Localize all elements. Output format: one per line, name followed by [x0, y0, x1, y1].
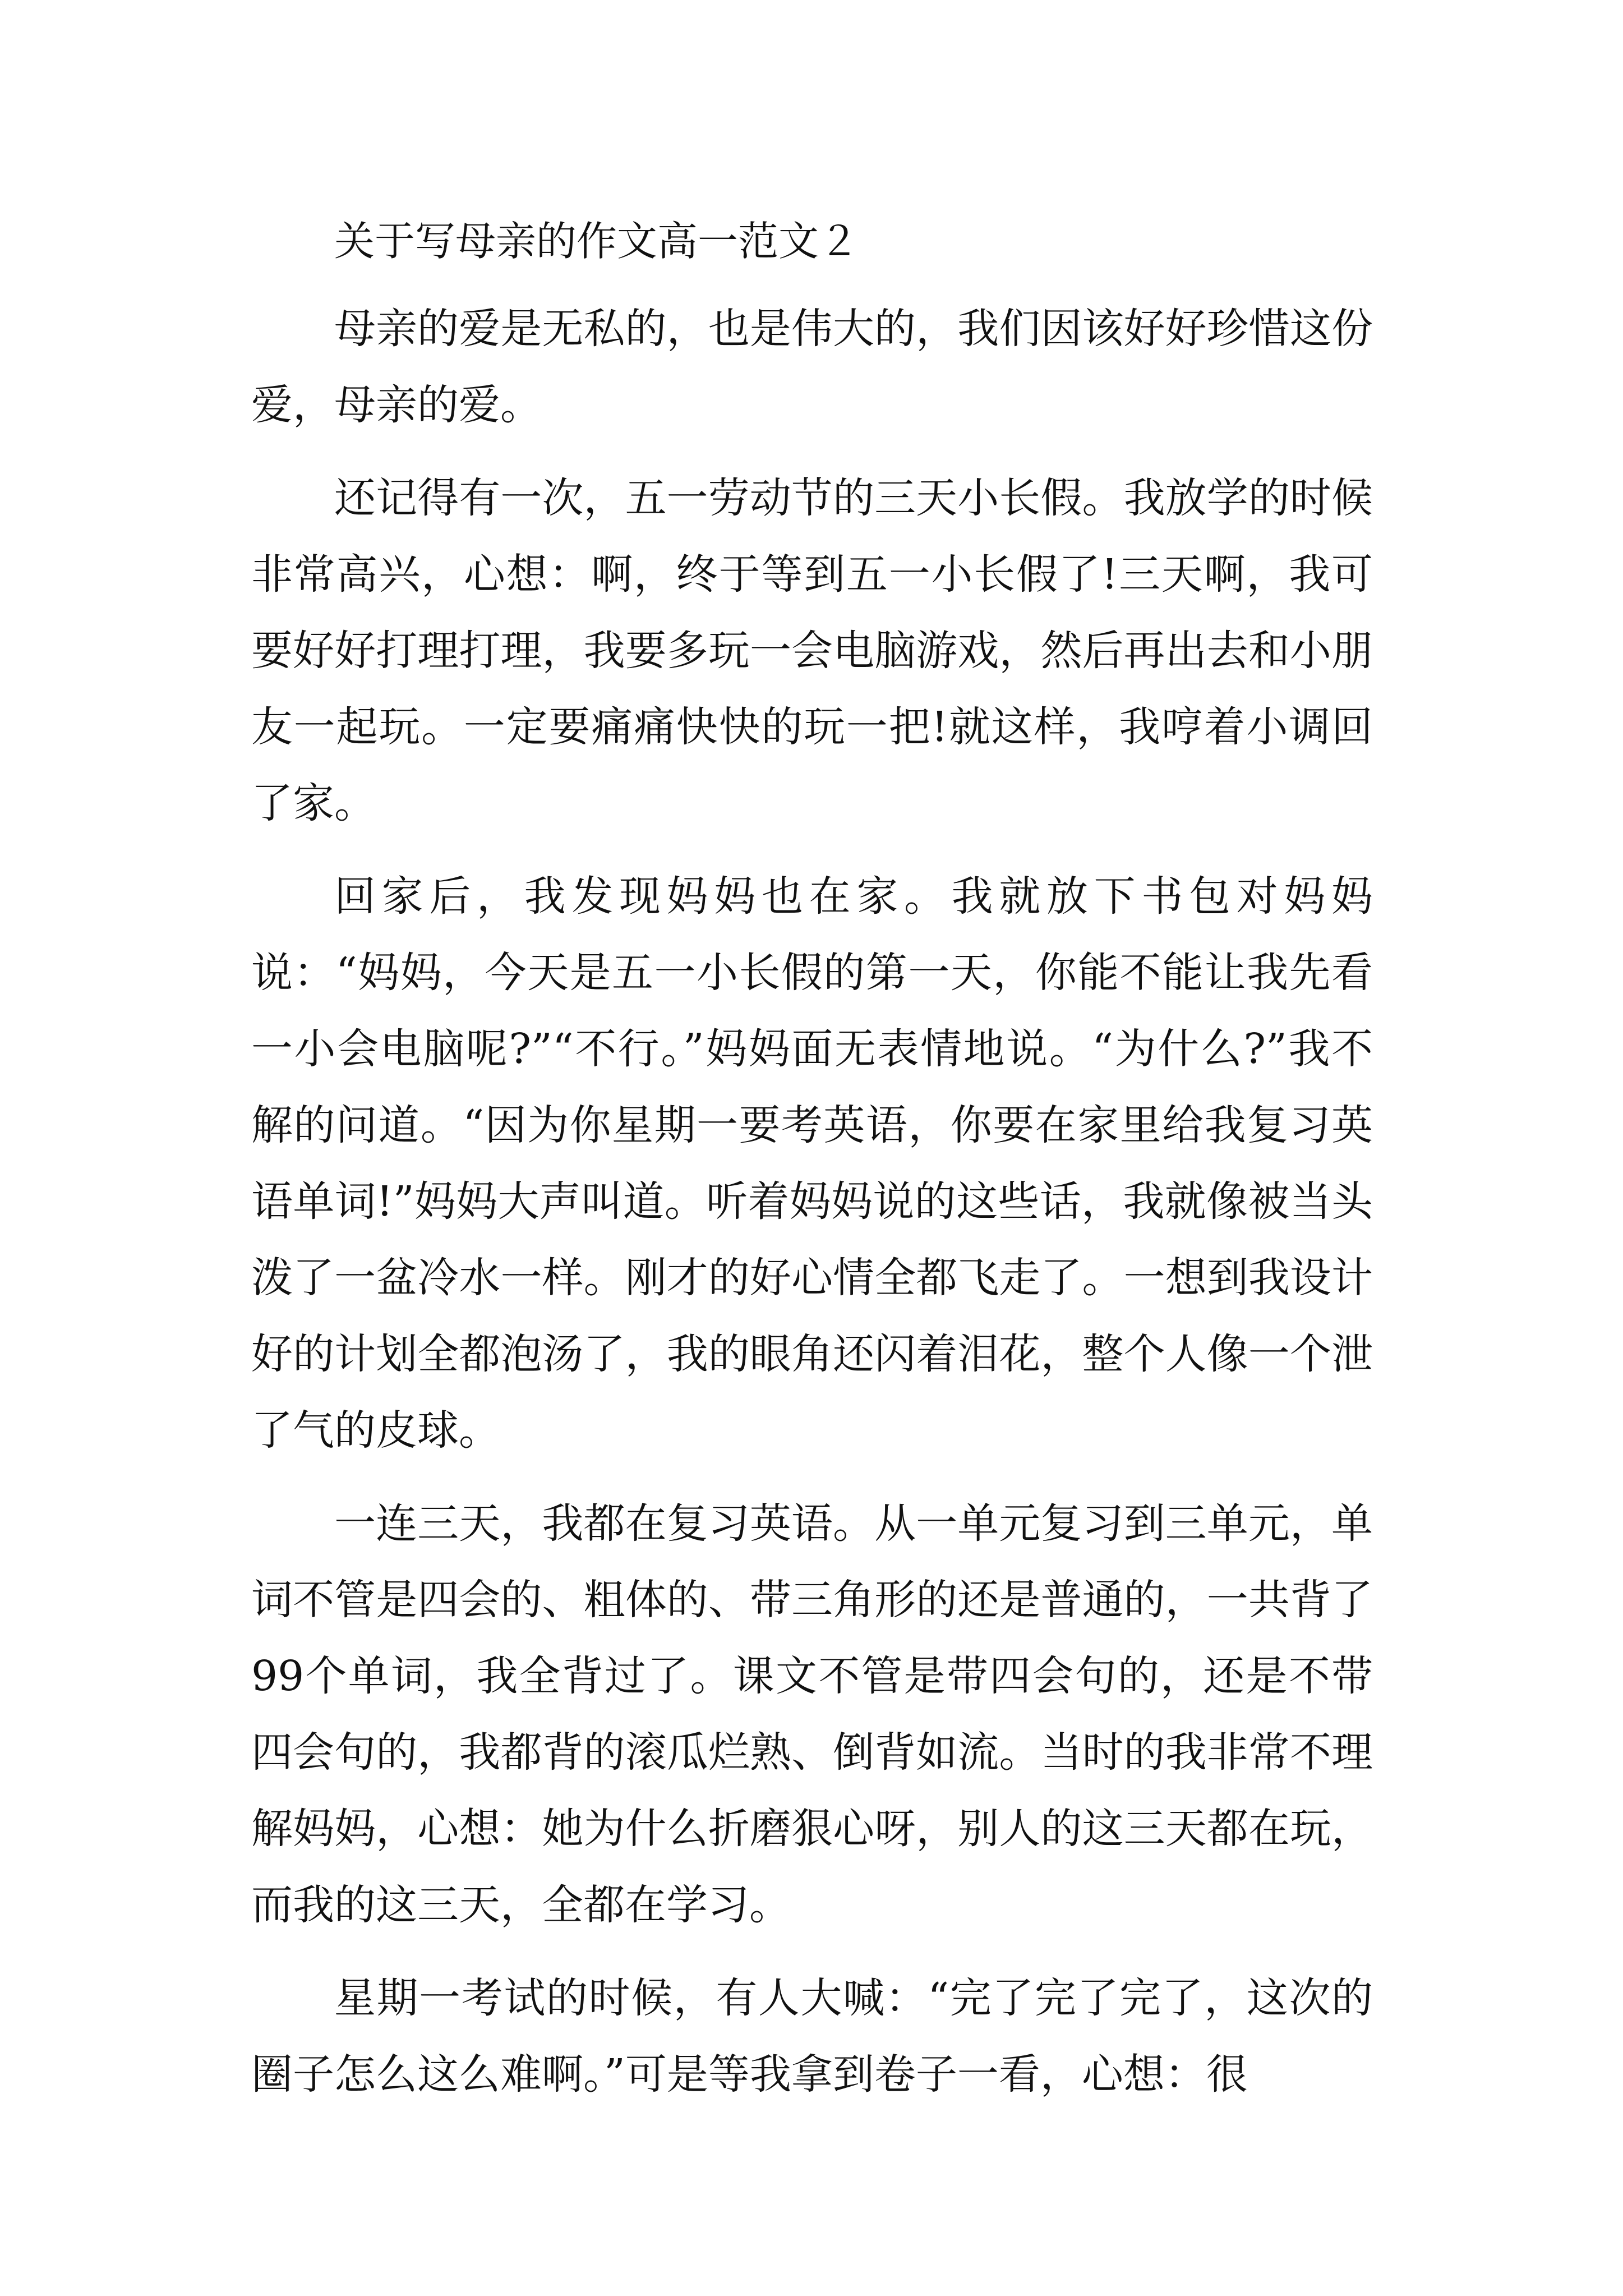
document-title: 关于写母亲的作文高一范文２: [334, 218, 860, 265]
document-body: [251, 213, 1373, 2129]
paragraph: 星期一考试的时候，有人大喊：“完了完了完了，这次的圈子怎么这么难啊。”可是等我拿到卷子一看，心想：很: [251, 1974, 1373, 2099]
paragraph: 母亲的爱是无私的，也是伟大的，我们因该好好珍惜这份爱，母亲的爱。: [251, 305, 1373, 429]
paragraph: 回家后，我发现妈妈也在家。我就放下书包对妈妈说：“妈妈，今天是五一小长假的第一天，你能不能让我先看一小会电脑呢?”“不行。”妈妈面无表情地说。“为什么?”我不解的问道。“因为你星期一要考英语，你要在家里给我复习英语单词!”妈妈大声叫道。听着妈妈说的这些话，我就像被当头泼了一盆冷水一样。刚才的好心情全都飞走了。一想到我设计好的计划全都泡汤了，我的眼角还闪着泪花，整个人像一个泄了气的皮球。: [251, 872, 1373, 1455]
paragraph: 还记得有一次，五一劳动节的三天小长假。我放学的时候非常高兴，心想：啊，终于等到五一小长假了!三天啊，我可要好好打理打理，我要多玩一会电脑游戏，然后再出去和小朋友一起玩。一定要痛痛快快的玩一把!就这样，我哼着小调回了家。: [251, 474, 1373, 827]
paragraph: 一连三天，我都在复习英语。从一单元复习到三单元，单词不管是四会的、粗体的、带三角形的还是普通的，一共背了99个单词，我全背过了。课文不管是带四会句的，还是不带四会句的，我都背的滚瓜烂熟、倒背如流。当时的我非常不理解妈妈，心想：她为什么折磨狠心呀，别人的这三天都在玩，而我的这三天，全都在学习。: [251, 1499, 1373, 1929]
